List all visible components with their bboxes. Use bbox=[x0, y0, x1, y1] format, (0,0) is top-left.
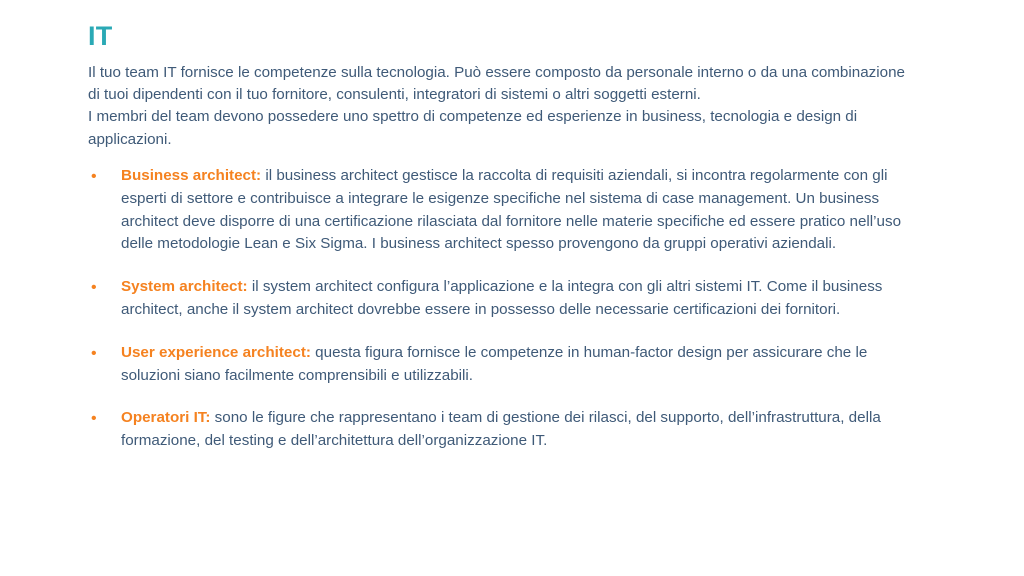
bullet-point-icon: • bbox=[91, 410, 97, 428]
intro-paragraph-1: Il tuo team IT fornisce le competenze sulla tecnologia. Può essere composto da personale interno o da una combinazione di tuoi dipendenti con il tuo fornitore, consulenti, integratori di sistemi o altri soggetti esterni. bbox=[88, 63, 905, 104]
roles-list bbox=[88, 165, 924, 453]
intro-text bbox=[88, 62, 918, 151]
list-item bbox=[88, 342, 924, 388]
page-title: IT bbox=[88, 21, 113, 51]
bullet-point-icon: • bbox=[91, 344, 97, 362]
role-description: questa figura fornisce le competenze in human-factor design per assicurare che le soluzioni siano facilmente comprensibili e utilizzabili. bbox=[121, 343, 868, 384]
bullet-point-icon: • bbox=[91, 168, 97, 186]
role-description: il business architect gestisce la raccolta di requisiti aziendali, si incontra regolarmente con gli esperti di settore e contribuisce a integrare le esigenze specifiche nel sistema di case management. Un business architect deve disporre di una certificazione rilasciata dal fornitore nelle materie specifiche ed essere pratico nell’uso delle metodologie Lean e Six Sigma. I business architect spesso provengono da gruppi operativi aziendali. bbox=[121, 167, 902, 253]
intro-paragraph-2: I membri del team devono possedere uno spettro di competenze ed esperienze in business, tecnologia e design di applicazioni. bbox=[88, 108, 858, 148]
role-description: sono le figure che rappresentano i team di gestione dei rilasci, del supporto, dell’infrastruttura, della formazione, del testing e dell’architettura dell’organizzazione IT. bbox=[121, 409, 881, 450]
role-description: il system architect configura l’applicazione e la integra con gli altri sistemi IT. Come il business architect, anche il system architect dovrebbe essere in possesso delle necessarie certificazioni dei fornitori. bbox=[121, 278, 883, 319]
role-label: System architect: bbox=[121, 278, 248, 296]
role-label: User experience architect: bbox=[121, 343, 311, 361]
bullet-point-icon: • bbox=[91, 279, 97, 297]
role-label: Business architect: bbox=[121, 167, 262, 185]
role-label: Operatori IT: bbox=[121, 409, 211, 427]
list-item bbox=[88, 165, 924, 256]
list-item bbox=[88, 276, 924, 322]
list-item bbox=[88, 407, 924, 453]
